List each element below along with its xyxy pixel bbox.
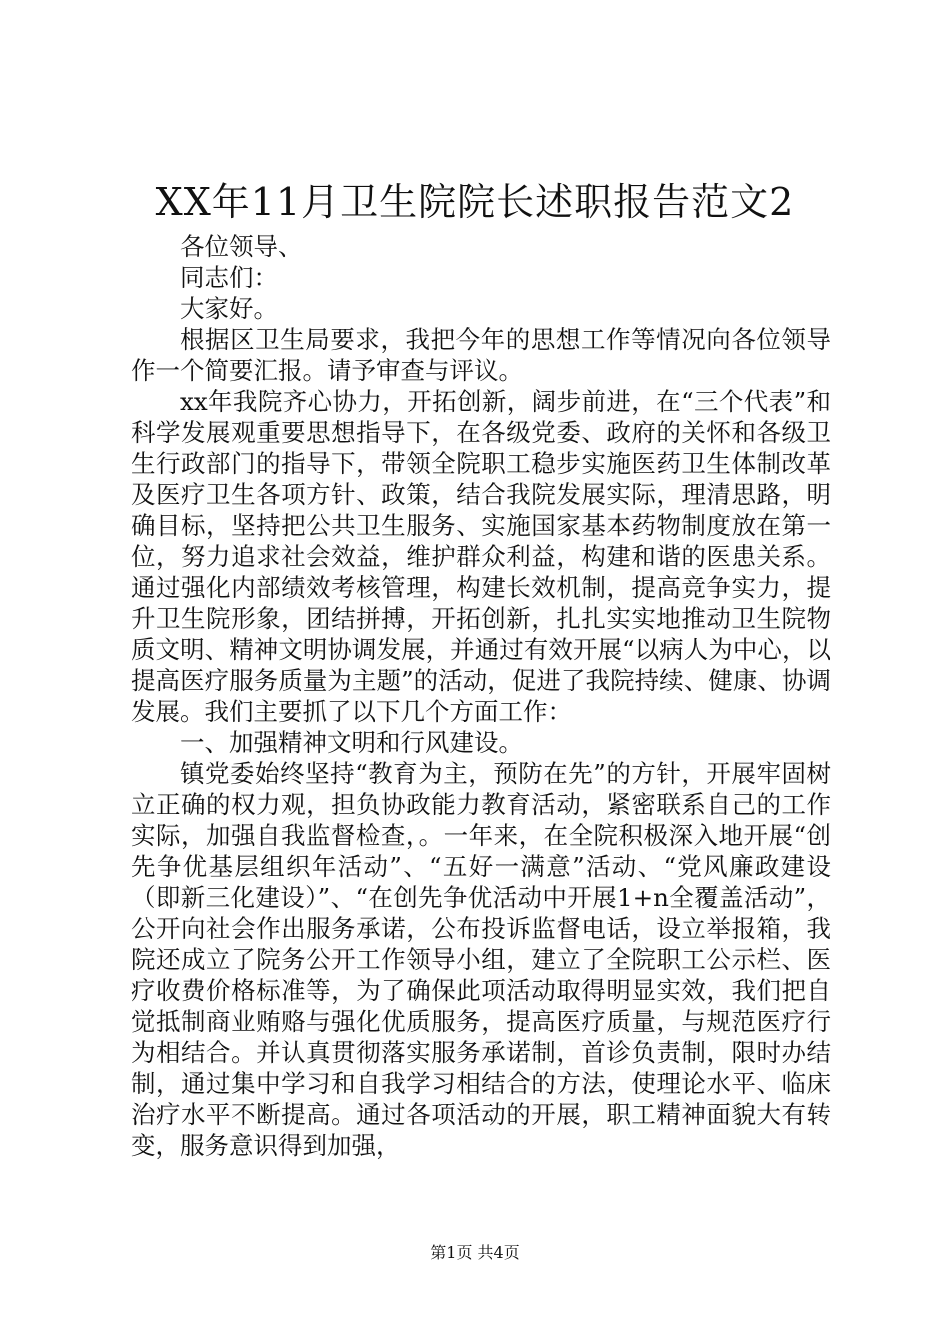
document-body	[131, 231, 831, 1161]
salutation-comrades: 同志们：	[180, 263, 278, 292]
salutation-leaders: 各位领导、	[180, 232, 303, 261]
section-1-paragraph: 镇党委始终坚持“教育为主，预防在先”的方针，开展牢固树立正确的权力观，担负协政能力教育活动，紧密联系自己的工作实际，加强自我监督检查，。一年来，在全院积极深入地开展“创先争优基层组织年活动”、“五好一满意”活动、“党风廉政建设（即新三化建设）”、“在创先争优活动中开展1+n全覆盖活动”，公开向社会作出服务承诺，公布投诉监督电话，设立举报箱，我院还成立了院务公开工作领导小组，建立了全院职工公示栏、医疗收费价格标准等，为了确保此项活动取得明显实效，我们把自觉抵制商业贿赂与强化优质服务，提高医疗质量，与规范医疗行为相结合。并认真贯彻落实服务承诺制，首诊负责制，限时办结制，通过集中学习和自我学习相结合的方法，使理论水平、临床治疗水平不断提高。通过各项活动的开展，职工精神面貌大有转变，服务意识得到加强，	[131, 759, 831, 1160]
page-number: 第1页 共4页	[430, 1243, 520, 1262]
overview-paragraph: xx年我院齐心协力，开拓创新，阔步前进，在“三个代表”和科学发展观重要思想指导下，在各级党委、政府的关怀和各级卫生行政部门的指导下，带领全院职工稳步实施医药卫生体制改革及医疗卫生各项方针、政策，结合我院发展实际，理清思路，明确目标，坚持把公共卫生服务、实施国家基本药物制度放在第一位，努力追求社会效益，维护群众利益，构建和谐的医患关系。通过强化内部绩效考核管理，构建长效机制，提高竞争实力，提升卫生院形象，团结拼搏，开拓创新，扎扎实实地推动卫生院物质文明、精神文明协调发展，并通过有效开展“以病人为中心，以提高医疗服务质量为主题”的活动，促进了我院持续、健康、协调发展。我们主要抓了以下几个方面工作：	[131, 387, 831, 726]
document-title: XX年11月卫生院院长述职报告范文2	[155, 180, 795, 224]
section-heading-1: 一、加强精神文明和行风建设。	[180, 728, 523, 757]
intro-paragraph: 根据区卫生局要求，我把今年的思想工作等情况向各位领导作一个简要汇报。请予审查与评议。	[131, 325, 831, 385]
greeting: 大家好。	[180, 294, 278, 323]
